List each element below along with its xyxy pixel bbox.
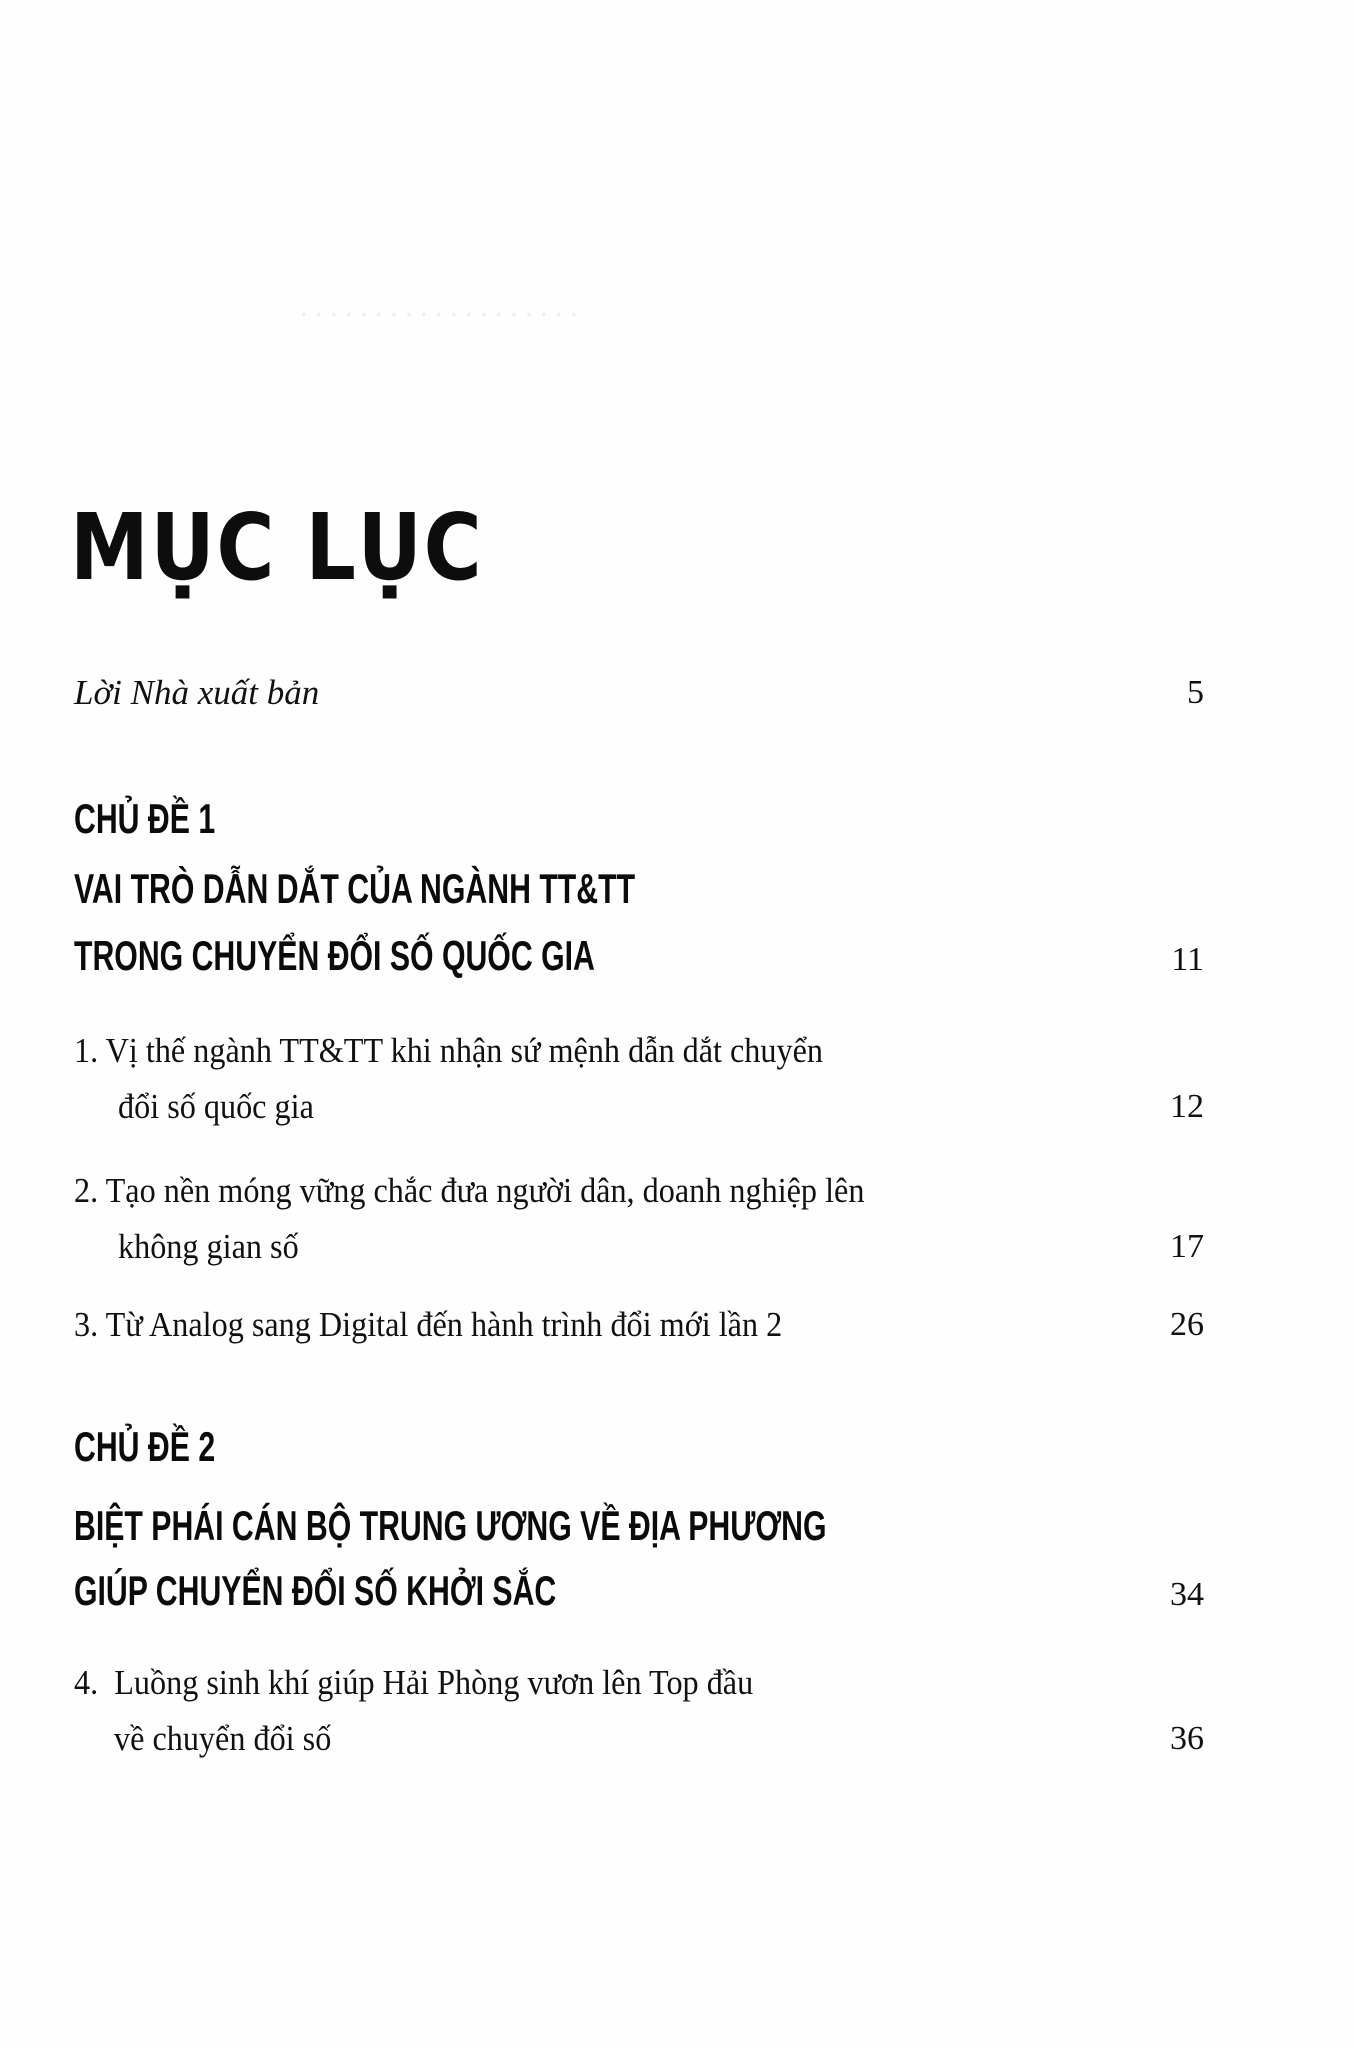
toc-entry-1-line-1[interactable] [74, 1028, 1204, 1068]
toc-entry-3[interactable] [74, 1302, 1204, 1342]
topic-heading-2-line-2[interactable] [74, 1567, 1204, 1614]
toc-page-number: 12 [1170, 1088, 1204, 1125]
toc-entry-title-cont: không gian số [118, 1227, 299, 1266]
bleed-through-text: . . . . . . . . . . . . . . . . . . . [300, 290, 578, 323]
page-title: MỤC LỤC [70, 493, 484, 601]
toc-entry-2-line-2[interactable] [74, 1224, 1204, 1264]
topic-label: CHỦ ĐỀ 2 [74, 1423, 216, 1470]
topic-heading-2-line-1[interactable] [74, 1502, 1204, 1549]
toc-entry-title-cont: đổi số quốc gia [118, 1087, 314, 1126]
toc-page-number: 34 [1170, 1576, 1204, 1613]
toc-row-preface[interactable] [74, 670, 1204, 710]
topic-heading-line: TRONG CHUYỂN ĐỔI SỐ QUỐC GIA [74, 932, 595, 979]
toc-page-number: 36 [1170, 1720, 1204, 1757]
toc-page-number: 5 [1187, 674, 1204, 711]
topic-heading-line: BIỆT PHÁI CÁN BỘ TRUNG ƯƠNG VỀ ĐỊA PHƯƠNG [74, 1502, 827, 1549]
toc-entry-title: 3. Từ Analog sang Digital đến hành trình đổi mới lần 2 [74, 1305, 783, 1344]
topic-heading-1-line-1[interactable] [74, 865, 1204, 912]
toc-page-number: 26 [1170, 1306, 1204, 1343]
toc-entry-title: Lời Nhà xuất bản [74, 673, 320, 712]
toc-entry-4-line-1[interactable] [74, 1660, 1204, 1700]
toc-entry-1-line-2[interactable] [74, 1084, 1204, 1124]
toc-entry-title: 4. Luồng sinh khí giúp Hải Phòng vươn lên Top đầu [74, 1663, 754, 1702]
toc-entry-title-cont: về chuyển đổi số [114, 1719, 332, 1758]
topic-label-1 [74, 795, 1204, 842]
topic-heading-1-line-2[interactable] [74, 932, 1204, 979]
topic-heading-line: GIÚP CHUYỂN ĐỔI SỐ KHỞI SẮC [74, 1567, 557, 1614]
toc-page-number: 17 [1170, 1228, 1204, 1265]
toc-entry-4-line-2[interactable] [74, 1716, 1204, 1756]
topic-label-2 [74, 1423, 1204, 1470]
topic-heading-line: VAI TRÒ DẪN DẮT CỦA NGÀNH TT&TT [74, 865, 636, 912]
toc-page-number: 11 [1171, 941, 1204, 978]
toc-entry-2-line-1[interactable] [74, 1168, 1204, 1208]
toc-entry-title: 1. Vị thế ngành TT&TT khi nhận sứ mệnh dẫn dắt chuyển [74, 1031, 823, 1070]
toc-entry-title: 2. Tạo nền móng vững chắc đưa người dân, doanh nghiệp lên [74, 1171, 865, 1210]
topic-label: CHỦ ĐỀ 1 [74, 795, 216, 842]
